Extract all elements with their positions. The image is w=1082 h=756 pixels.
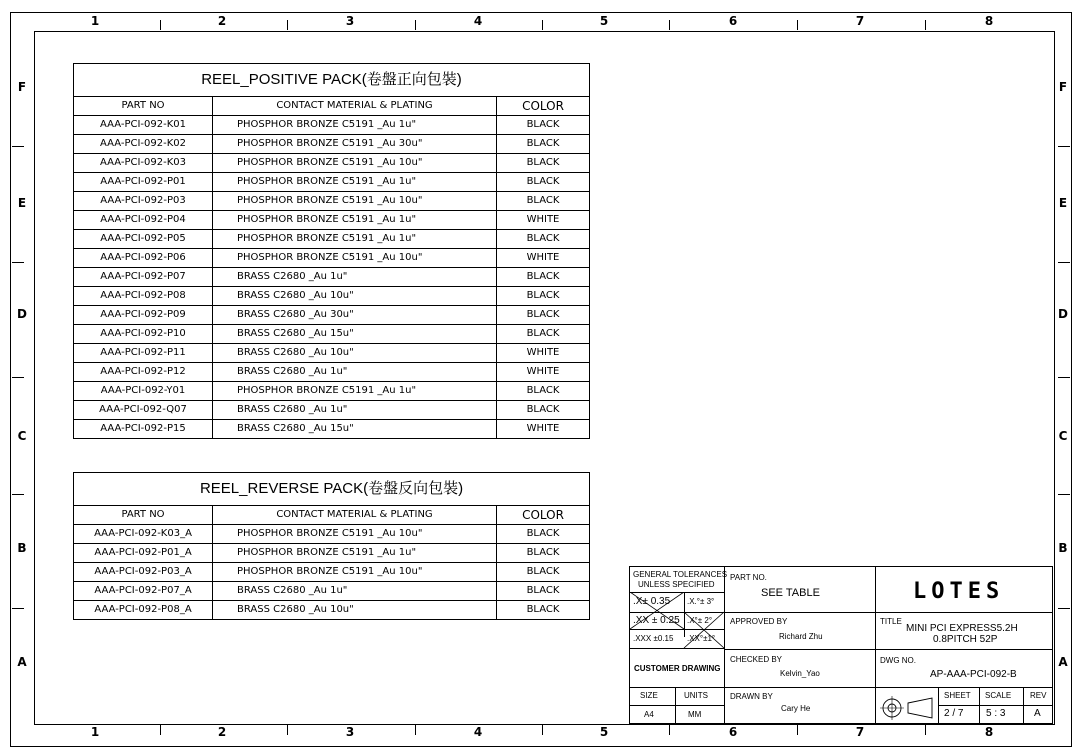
col-header-material: CONTACT MATERIAL & PLATING xyxy=(213,97,497,116)
table-row xyxy=(74,582,590,601)
tolerances-header: GENERAL TOLERANCES xyxy=(633,570,728,579)
zone-tick xyxy=(287,20,288,30)
table-row xyxy=(74,192,590,211)
zone-row-label: F xyxy=(17,80,27,94)
zone-row-label: B xyxy=(1058,541,1068,555)
scale-value: 5 : 3 xyxy=(986,708,1006,719)
part-no-cell: AAA-PCI-092-K01 xyxy=(74,116,213,135)
size-label: SIZE xyxy=(640,691,658,700)
dwg-no-label: DWG NO. xyxy=(880,656,916,665)
drawn-by-label: DRAWN BY xyxy=(730,692,773,701)
zone-tick xyxy=(12,146,24,147)
part-no-cell: AAA-PCI-092-P07 xyxy=(74,268,213,287)
reverse-pack-title: REEL_REVERSE PACK(卷盤反向包裝) xyxy=(74,473,590,506)
zone-row-label: C xyxy=(1058,429,1068,443)
part-no-cell: AAA-PCI-092-P09 xyxy=(74,306,213,325)
zone-tick xyxy=(925,20,926,30)
zone-tick xyxy=(12,608,24,609)
zone-tick xyxy=(1058,608,1070,609)
tolerance-xxx: .XXX ±0.15 xyxy=(633,634,674,643)
units-label: UNITS xyxy=(684,691,708,700)
zone-column-label: 5 xyxy=(599,14,609,28)
table-row xyxy=(74,525,590,544)
color-cell: BLACK xyxy=(497,192,590,211)
part-no-cell: AAA-PCI-092-P11 xyxy=(74,344,213,363)
zone-row-label: C xyxy=(17,429,27,443)
dwg-no-value: AP-AAA-PCI-092-B xyxy=(930,669,1017,680)
reverse-pack-table xyxy=(73,472,590,620)
zone-tick xyxy=(160,20,161,30)
table-row xyxy=(74,173,590,192)
zone-column-label: 5 xyxy=(599,725,609,739)
zone-tick xyxy=(797,725,798,735)
color-cell: WHITE xyxy=(497,249,590,268)
tolerance-angle-xx: .X°± 2° xyxy=(687,616,713,625)
color-cell: WHITE xyxy=(497,211,590,230)
table-row xyxy=(74,401,590,420)
material-cell: PHOSPHOR BRONZE C5191 _Au 30u" xyxy=(213,135,497,154)
table-row xyxy=(74,287,590,306)
rev-value: A xyxy=(1034,708,1041,719)
color-cell: BLACK xyxy=(497,135,590,154)
part-no-cell: AAA-PCI-092-P15 xyxy=(74,420,213,439)
zone-column-label: 3 xyxy=(345,725,355,739)
title-line-2: 0.8PITCH 52P xyxy=(933,634,998,645)
material-cell: BRASS C2680 _Au 1u" xyxy=(213,401,497,420)
material-cell: PHOSPHOR BRONZE C5191 _Au 1u" xyxy=(213,116,497,135)
table-row xyxy=(74,211,590,230)
part-no-cell: AAA-PCI-092-P10 xyxy=(74,325,213,344)
zone-tick xyxy=(12,262,24,263)
material-cell: BRASS C2680 _Au 1u" xyxy=(213,363,497,382)
material-cell: BRASS C2680 _Au 10u" xyxy=(213,287,497,306)
zone-tick xyxy=(925,725,926,735)
zone-column-label: 2 xyxy=(217,14,227,28)
zone-row-label: E xyxy=(1058,196,1068,210)
table-row xyxy=(74,116,590,135)
part-no-cell: AAA-PCI-092-P04 xyxy=(74,211,213,230)
color-cell: BLACK xyxy=(497,306,590,325)
color-cell: BLACK xyxy=(497,154,590,173)
title-block xyxy=(629,566,1053,724)
zone-column-label: 7 xyxy=(855,725,865,739)
part-no-cell: AAA-PCI-092-P08 xyxy=(74,287,213,306)
zone-tick xyxy=(1058,262,1070,263)
material-cell: PHOSPHOR BRONZE C5191 _Au 1u" xyxy=(213,544,497,563)
part-no-cell: AAA-PCI-092-Q07 xyxy=(74,401,213,420)
zone-column-label: 4 xyxy=(473,14,483,28)
part-no-cell: AAA-PCI-092-Y01 xyxy=(74,382,213,401)
color-cell: BLACK xyxy=(497,601,590,620)
scale-label: SCALE xyxy=(985,691,1012,700)
color-cell: BLACK xyxy=(497,116,590,135)
part-no-cell: AAA-PCI-092-P12 xyxy=(74,363,213,382)
tolerances-subheader: UNLESS SPECIFIED xyxy=(638,580,715,589)
table-row xyxy=(74,544,590,563)
size-value: A4 xyxy=(644,710,654,719)
color-cell: BLACK xyxy=(497,582,590,601)
zone-tick xyxy=(415,20,416,30)
part-no-cell: AAA-PCI-092-K03 xyxy=(74,154,213,173)
tolerance-xx: .XX ± 0.25 xyxy=(633,615,680,626)
zone-column-label: 6 xyxy=(728,14,738,28)
part-no-cell: AAA-PCI-092-P01 xyxy=(74,173,213,192)
tolerance-x: .X± 0.35 xyxy=(633,596,671,607)
zone-column-label: 4 xyxy=(473,725,483,739)
zone-tick xyxy=(669,20,670,30)
table-row xyxy=(74,420,590,439)
table-row xyxy=(74,363,590,382)
material-cell: PHOSPHOR BRONZE C5191 _Au 1u" xyxy=(213,382,497,401)
zone-tick xyxy=(1058,377,1070,378)
zone-tick xyxy=(415,725,416,735)
customer-drawing-label: CUSTOMER DRAWING xyxy=(634,664,721,673)
zone-column-label: 8 xyxy=(984,14,994,28)
zone-tick xyxy=(287,725,288,735)
table-row xyxy=(74,325,590,344)
zone-tick xyxy=(12,494,24,495)
table-row xyxy=(74,601,590,620)
lotes-logo: LOTES xyxy=(913,579,1005,604)
part-no-cell: AAA-PCI-092-P08_A xyxy=(74,601,213,620)
color-cell: BLACK xyxy=(497,173,590,192)
col-header-color: COLOR xyxy=(497,97,590,116)
checked-by-value: Kelvin_Yao xyxy=(780,669,820,678)
color-cell: WHITE xyxy=(497,363,590,382)
zone-row-label: A xyxy=(1058,655,1068,669)
zone-row-label: D xyxy=(1058,307,1068,321)
material-cell: PHOSPHOR BRONZE C5191 _Au 10u" xyxy=(213,154,497,173)
color-cell: BLACK xyxy=(497,268,590,287)
table-row xyxy=(74,563,590,582)
sheet-value: 2 / 7 xyxy=(944,708,964,719)
material-cell: PHOSPHOR BRONZE C5191 _Au 10u" xyxy=(213,525,497,544)
rev-label: REV xyxy=(1030,691,1047,700)
zone-row-label: D xyxy=(17,307,27,321)
color-cell: BLACK xyxy=(497,287,590,306)
part-no-cell: AAA-PCI-092-K03_A xyxy=(74,525,213,544)
positive-pack-title: REEL_POSITIVE PACK(卷盤正向包裝) xyxy=(74,64,590,97)
material-cell: BRASS C2680 _Au 1u" xyxy=(213,582,497,601)
color-cell: BLACK xyxy=(497,525,590,544)
material-cell: BRASS C2680 _Au 1u" xyxy=(213,268,497,287)
color-cell: WHITE xyxy=(497,344,590,363)
zone-row-label: E xyxy=(17,196,27,210)
tolerance-angle-xxx: .XX°±1° xyxy=(687,634,716,643)
zone-tick xyxy=(1058,494,1070,495)
part-no-cell: AAA-PCI-092-P01_A xyxy=(74,544,213,563)
table-row xyxy=(74,230,590,249)
material-cell: BRASS C2680 _Au 10u" xyxy=(213,601,497,620)
projection-symbol-icon xyxy=(880,694,934,722)
part-no-cell: AAA-PCI-092-P03 xyxy=(74,192,213,211)
zone-tick xyxy=(797,20,798,30)
table-row xyxy=(74,268,590,287)
zone-column-label: 7 xyxy=(855,14,865,28)
part-no-cell: AAA-PCI-092-P03_A xyxy=(74,563,213,582)
color-cell: BLACK xyxy=(497,230,590,249)
title-label: TITLE xyxy=(880,617,902,626)
zone-tick xyxy=(1058,146,1070,147)
material-cell: BRASS C2680 _Au 30u" xyxy=(213,306,497,325)
zone-row-label: A xyxy=(17,655,27,669)
approved-by-label: APPROVED BY xyxy=(730,617,788,626)
tolerance-angle-x: .X.°± 3° xyxy=(687,597,715,606)
zone-row-label: B xyxy=(17,541,27,555)
part-no-cell: AAA-PCI-092-P05 xyxy=(74,230,213,249)
zone-column-label: 8 xyxy=(984,725,994,739)
part-no-label: PART NO. xyxy=(730,573,767,582)
material-cell: PHOSPHOR BRONZE C5191 _Au 1u" xyxy=(213,173,497,192)
table-row xyxy=(74,135,590,154)
zone-tick xyxy=(12,377,24,378)
material-cell: PHOSPHOR BRONZE C5191 _Au 10u" xyxy=(213,249,497,268)
zone-column-label: 3 xyxy=(345,14,355,28)
zone-tick xyxy=(669,725,670,735)
material-cell: PHOSPHOR BRONZE C5191 _Au 1u" xyxy=(213,230,497,249)
zone-row-label: F xyxy=(1058,80,1068,94)
units-value: MM xyxy=(688,710,702,719)
material-cell: BRASS C2680 _Au 15u" xyxy=(213,325,497,344)
color-cell: BLACK xyxy=(497,325,590,344)
part-no-cell: AAA-PCI-092-K02 xyxy=(74,135,213,154)
drawn-by-value: Cary He xyxy=(781,704,811,713)
color-cell: BLACK xyxy=(497,382,590,401)
color-cell: BLACK xyxy=(497,401,590,420)
table-row xyxy=(74,382,590,401)
table-row xyxy=(74,306,590,325)
title-line-1: MINI PCI EXPRESS5.2H xyxy=(906,623,1018,634)
table-row xyxy=(74,249,590,268)
color-cell: BLACK xyxy=(497,544,590,563)
zone-column-label: 1 xyxy=(90,725,100,739)
col-header-material: CONTACT MATERIAL & PLATING xyxy=(213,506,497,525)
tolerance-strike-marks xyxy=(630,592,724,648)
color-cell: WHITE xyxy=(497,420,590,439)
zone-tick xyxy=(542,20,543,30)
sheet-label: SHEET xyxy=(944,691,971,700)
material-cell: BRASS C2680 _Au 15u" xyxy=(213,420,497,439)
positive-pack-table xyxy=(73,63,590,439)
zone-column-label: 2 xyxy=(217,725,227,739)
col-header-part-no: PART NO xyxy=(74,97,213,116)
approved-by-value: Richard Zhu xyxy=(779,632,823,641)
zone-tick xyxy=(160,725,161,735)
material-cell: BRASS C2680 _Au 10u" xyxy=(213,344,497,363)
part-no-cell: AAA-PCI-092-P06 xyxy=(74,249,213,268)
table-row xyxy=(74,344,590,363)
col-header-color: COLOR xyxy=(497,506,590,525)
checked-by-label: CHECKED BY xyxy=(730,655,783,664)
zone-column-label: 6 xyxy=(728,725,738,739)
zone-column-label: 1 xyxy=(90,14,100,28)
color-cell: BLACK xyxy=(497,563,590,582)
table-row xyxy=(74,154,590,173)
material-cell: PHOSPHOR BRONZE C5191 _Au 10u" xyxy=(213,563,497,582)
part-no-cell: AAA-PCI-092-P07_A xyxy=(74,582,213,601)
zone-tick xyxy=(542,725,543,735)
material-cell: PHOSPHOR BRONZE C5191 _Au 1u" xyxy=(213,211,497,230)
material-cell: PHOSPHOR BRONZE C5191 _Au 10u" xyxy=(213,192,497,211)
part-no-value: SEE TABLE xyxy=(761,587,820,599)
col-header-part-no: PART NO xyxy=(74,506,213,525)
